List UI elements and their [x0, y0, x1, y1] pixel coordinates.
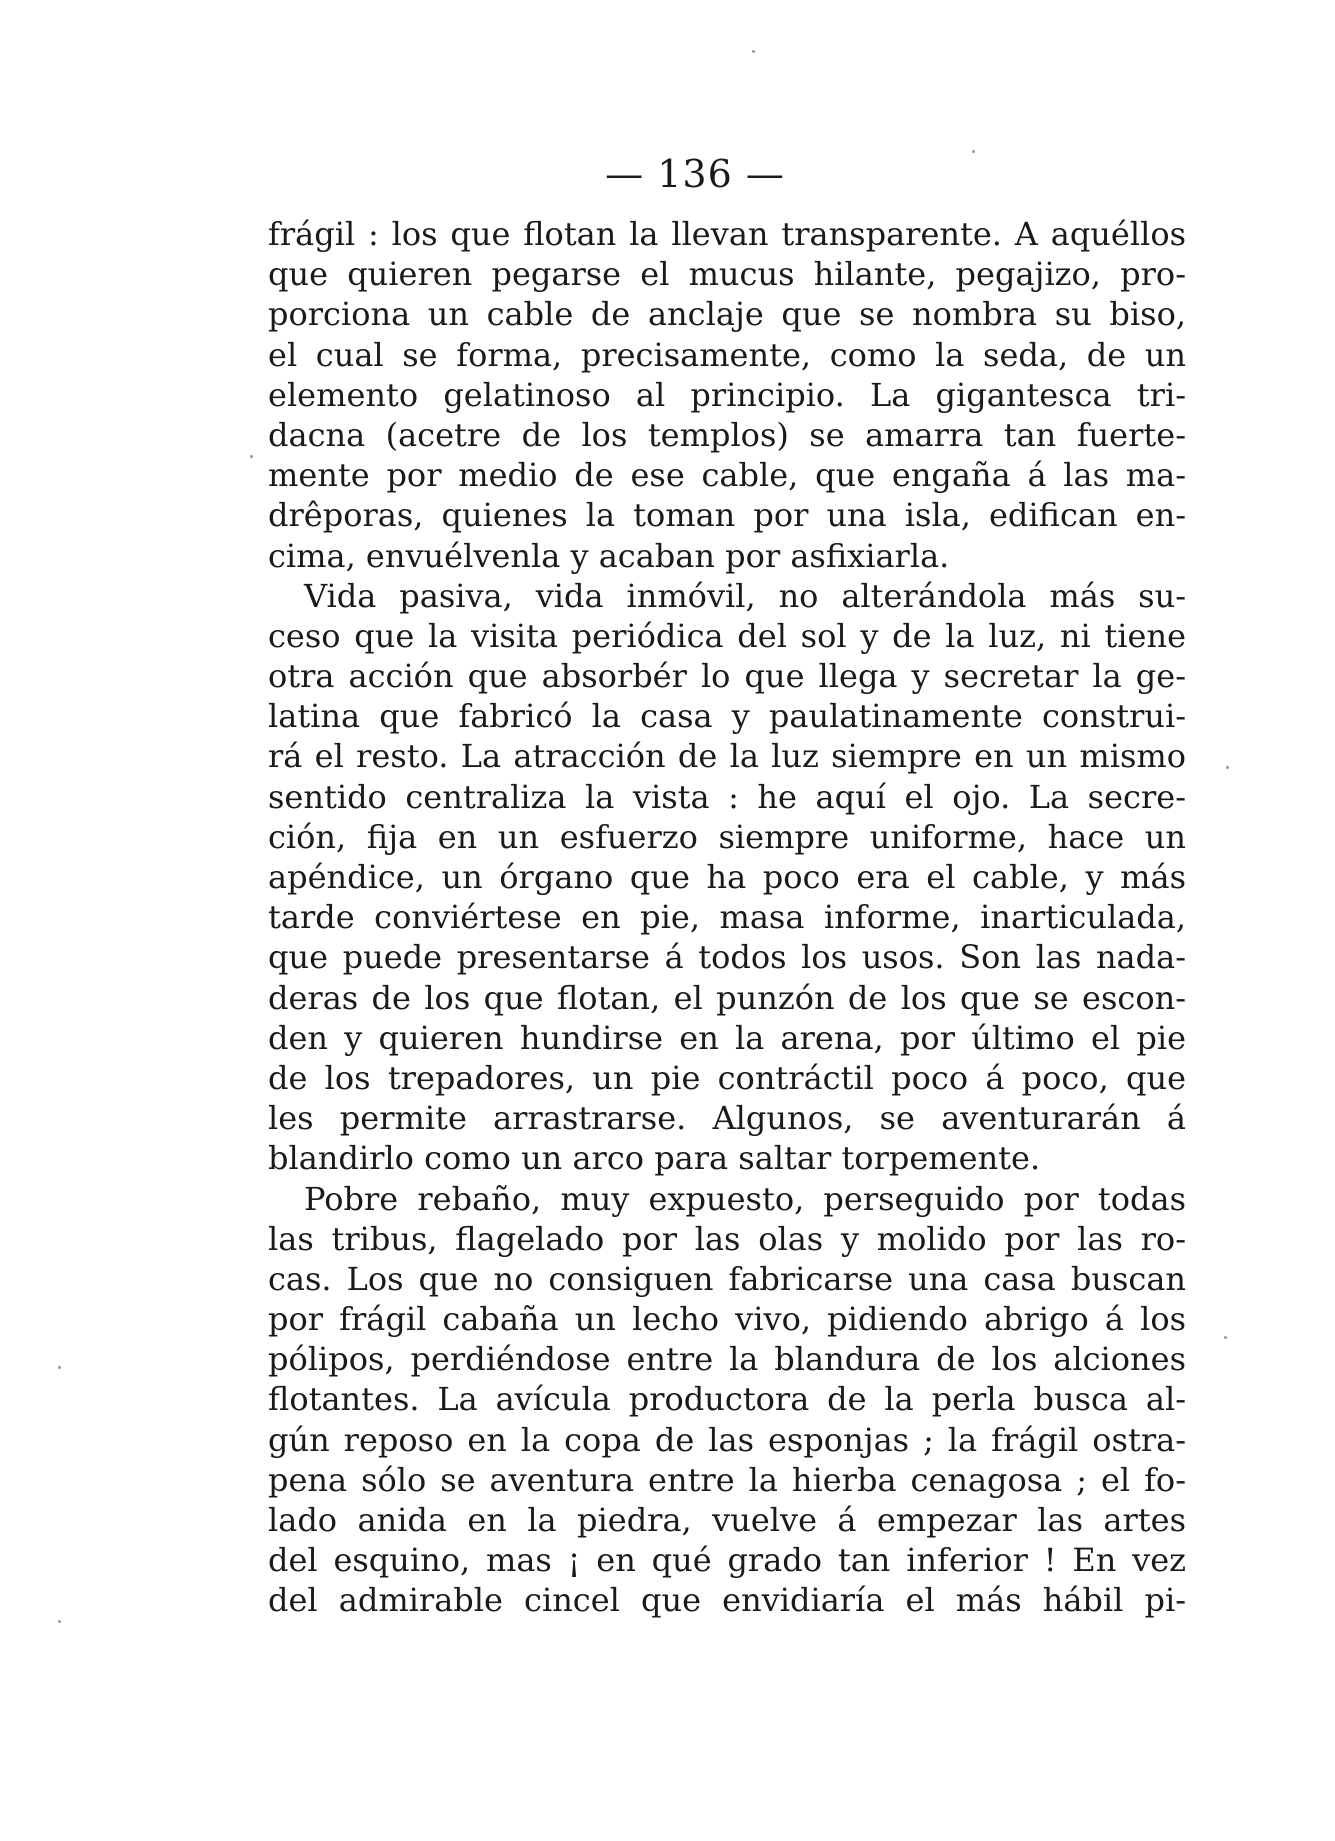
text-line: que quieren pegarse el mucus hilante, pegajizo, pro-: [268, 255, 1186, 294]
paper-speck: [58, 1366, 61, 1369]
body-text: [268, 214, 1186, 1621]
text-line: sentido centraliza la vista : he aquí el ojo. La secre-: [268, 777, 1186, 816]
paper-speck: [972, 150, 975, 153]
text-line: gún reposo en la copa de las esponjas ; la frágil ostra-: [268, 1420, 1186, 1459]
text-line: latina que fabricó la casa y paulatinamente construi-: [268, 697, 1186, 736]
text-line: rá el resto. La atracción de la luz siempre en un mismo: [268, 737, 1186, 776]
page-number: — 136 —: [605, 152, 785, 196]
text-line: cas. Los que no consiguen fabricarse una casa buscan: [268, 1259, 1186, 1298]
text-line: drêporas, quienes la toman por una isla, edifican en-: [268, 496, 1186, 535]
text-line: ción, fija en un esfuerzo siempre uniforme, hace un: [268, 817, 1186, 856]
text-line: porciona un cable de anclaje que se nombra su biso,: [268, 295, 1186, 334]
text-line: Pobre rebaño, muy expuesto, perseguido por todas: [304, 1179, 1186, 1218]
text-line: deras de los que flotan, el punzón de los que se escon-: [268, 978, 1186, 1017]
text-line: del admirable cincel que envidiaría el más hábil pi-: [268, 1581, 1186, 1620]
text-line: lado anida en la piedra, vuelve á empezar las artes: [268, 1501, 1186, 1539]
text-line: den y quieren hundirse en la arena, por último el pie: [268, 1018, 1186, 1057]
text-line: pena sólo se aventura entre la hierba cenagosa ; el fo-: [268, 1460, 1186, 1499]
text-line: mente por medio de ese cable, que engaña á las ma-: [268, 456, 1186, 495]
paper-speck: [752, 50, 755, 53]
text-line: ceso que la visita periódica del sol y de la luz, ni tiene: [268, 616, 1186, 655]
text-line: blandirlo como un arco para saltar torpemente.: [268, 1139, 1041, 1178]
text-line: por frágil cabaña un lecho vivo, pidiendo abrigo á los: [268, 1300, 1186, 1339]
text-line: otra acción que absorbér lo que llega y secretar la ge-: [268, 657, 1186, 696]
text-line: elemento gelatinoso al principio. La gigantesca tri-: [268, 375, 1186, 414]
text-line: frágil : los que flotan la llevan transparente. A aquéllos: [268, 215, 1186, 253]
text-line: el cual se forma, precisamente, como la seda, de un: [268, 335, 1186, 374]
text-line: pólipos, perdiéndose entre la blandura de los alciones: [268, 1340, 1186, 1379]
text-line: que puede presentarse á todos los usos. Son las nada-: [268, 938, 1186, 977]
text-line: apéndice, un órgano que ha poco era el cable, y más: [268, 858, 1186, 896]
text-line: Vida pasiva, vida inmóvil, no alterándola más su-: [304, 576, 1186, 615]
text-line: de los trepadores, un pie contráctil poco á poco, que: [268, 1058, 1186, 1097]
text-line: flotantes. La avícula productora de la perla busca al-: [268, 1380, 1186, 1419]
paper-speck: [58, 1620, 61, 1623]
paper-speck: [250, 455, 253, 458]
text-line: cima, envuélvenla y acaban por asfixiarla.: [268, 536, 950, 575]
text-line: del esquino, mas ¡ en qué grado tan inferior ! En vez: [268, 1541, 1186, 1580]
paper-speck: [1226, 766, 1229, 769]
text-line: dacna (acetre de los templos) se amarra tan fuerte-: [268, 415, 1186, 454]
text-line: les permite arrastrarse. Algunos, se aventurarán á: [268, 1099, 1186, 1138]
text-line: tarde conviértese en pie, masa informe, inarticulada,: [268, 898, 1186, 937]
text-line: las tribus, flagelado por las olas y molido por las ro-: [268, 1219, 1186, 1258]
paper-speck: [1224, 1336, 1227, 1339]
